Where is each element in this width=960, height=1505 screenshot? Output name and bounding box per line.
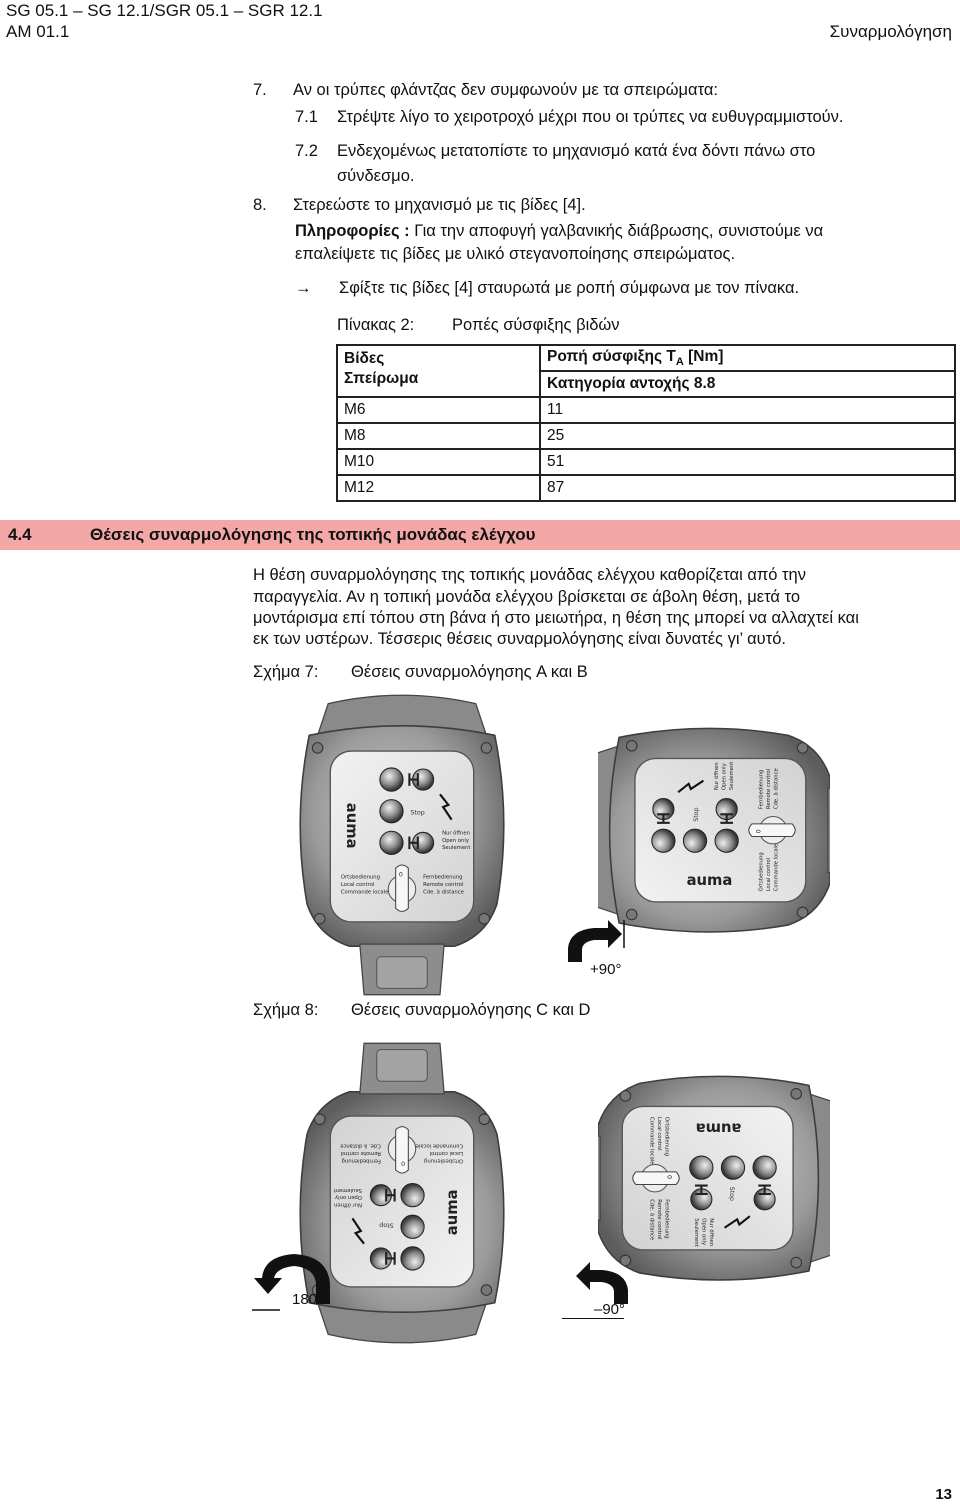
doc-header-model: SG 05.1 – SG 12.1/SGR 05.1 – SGR 12.1 — [6, 1, 323, 20]
rotation-label-180: 180° — [292, 1291, 324, 1308]
info-note: Πληροφορίες : Για την αποφυγή γαλβανικής διάβρωσης, συνιστούμε να — [295, 222, 824, 240]
figure7-caption: Σχήμα 7: Θέσεις συναρμολόγησης A και B — [253, 663, 588, 681]
step-7: 7. Αν οι τρύπες φλάντζας δεν συμφωνούν με τα σπειρώματα: — [253, 81, 718, 99]
rotation-label-plus90: +90° — [590, 961, 622, 978]
col-torque-header: Ροπή σύσφιξης $T_A$ [Nm] — [540, 345, 955, 371]
table-caption: Πίνακας 2: Ροπές σύσφιξης βιδών — [337, 316, 620, 334]
table-row: M12 87 — [337, 475, 955, 501]
table-row: M8 25 — [337, 423, 955, 449]
device-position-b — [598, 692, 830, 1000]
instruction: → Σφίξτε τις βίδες [4] σταυρωτά με ροπή σύμφωνα με τον πίνακα. — [295, 276, 799, 300]
paragraph-line: Η θέση συναρμολόγησης της τοπικής μονάδας ελέγχου καθορίζεται από την — [253, 566, 806, 584]
figure8-caption: Σχήμα 8: Θέσεις συναρμολόγησης C και D — [253, 1001, 591, 1019]
rotation-label-minus90: –90° — [594, 1301, 626, 1318]
step-7-2-cont: σύνδεσμο. — [337, 167, 415, 185]
doc-header-chapter: Συναρμολόγηση — [829, 22, 952, 41]
arrow-right-icon: → — [295, 279, 312, 297]
col-strength-header: Κατηγορία αντοχής 8.8 — [540, 371, 955, 397]
table-row: M10 51 — [337, 449, 955, 475]
section-heading: 4.4 Θέσεις συναρμολόγησης της τοπικής μονάδας ελέγχου — [0, 520, 960, 550]
torque-table — [336, 344, 956, 502]
paragraph-line: μοντάρισμα επί τόπου στη βάνα ή στο μειωτήρα, η θέση της μπορεί να αλλαχτεί και — [253, 609, 859, 627]
paragraph-line: εκ των υστέρων. Τέσσερις θέσεις συναρμολόγησης είναι δυνατές γι’ αυτό. — [253, 630, 786, 648]
doc-header-model-2: AM 01.1 — [6, 22, 70, 41]
page-number: 13 — [935, 1486, 952, 1503]
step-7-1: 7.1 Στρέψτε λίγο το χειροτροχό μέχρι που οι τρύπες να ευθυγραμμιστούν. — [295, 108, 844, 126]
col-thread-header: Βίδες Σπείρωμα — [337, 345, 540, 397]
device-position-a — [286, 692, 518, 1000]
step-8: 8. Στερεώστε το μηχανισμό με τις βίδες [4]. — [253, 196, 586, 214]
table-header-row — [337, 345, 955, 371]
paragraph-line: παραγγελία. Αν η τοπική μονάδα ελέγχου βρίσκεται σε άβολη θέση, μετά το — [253, 588, 800, 606]
info-note-cont: επαλείψετε τις βίδες με υλικό στεγανοποίησης σπειρώματος. — [295, 245, 736, 263]
step-7-2: 7.2 Ενδεχομένως μετατοπίστε το μηχανισμό κατά ένα δόντι πάνω στο — [295, 142, 816, 160]
table-row: M6 11 — [337, 397, 955, 423]
